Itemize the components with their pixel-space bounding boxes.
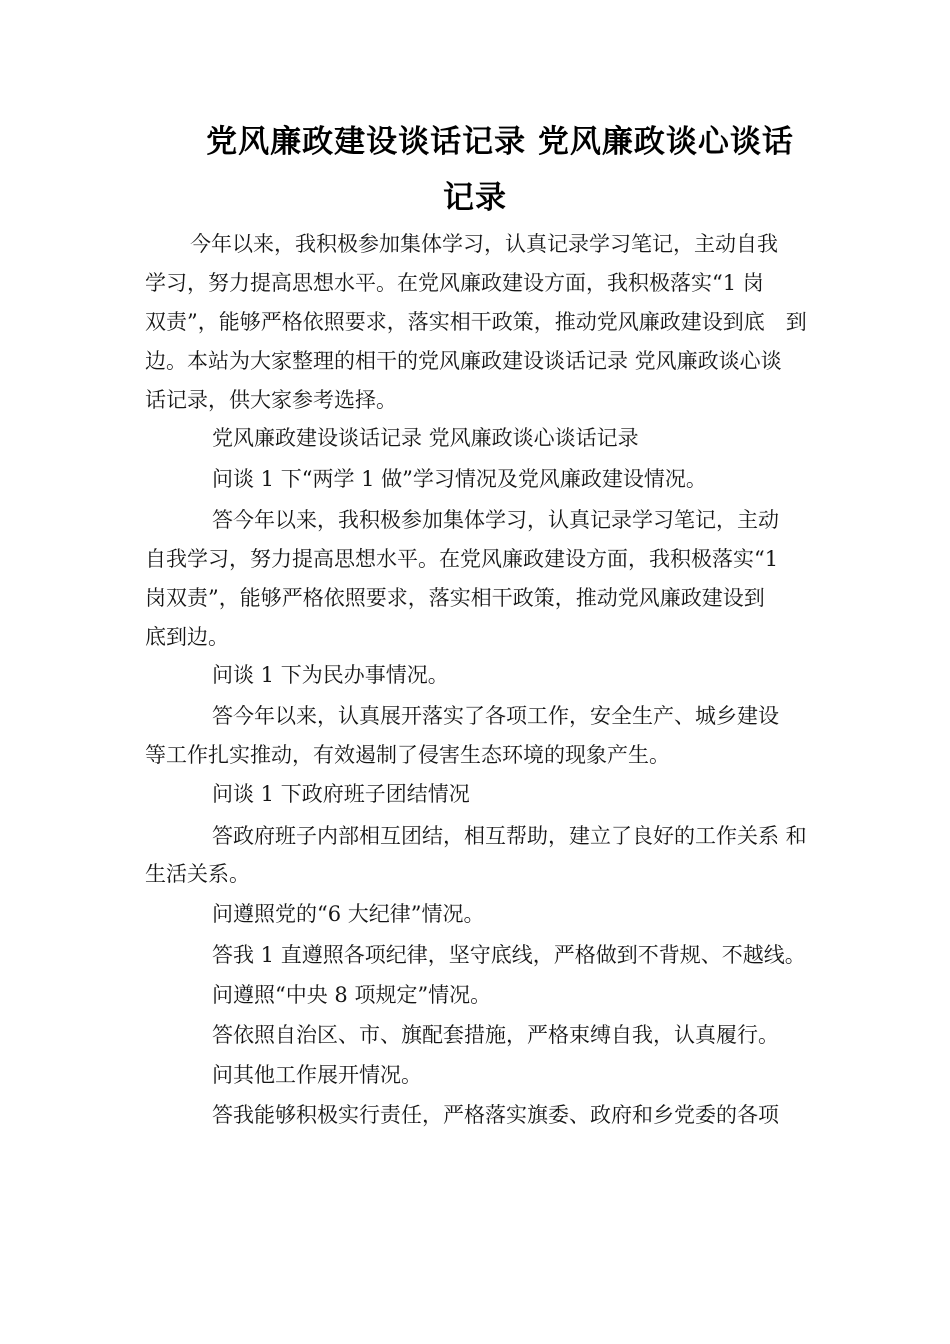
answer-line: 岗双责”，能够严格依照要求，落实相干政策，推动党风廉政建设到	[145, 586, 765, 610]
question-line: 问谈 1 下为民办事情况。	[212, 663, 449, 687]
answer-line: 答政府班子内部相互团结，相互帮助，建立了良好的工作关系 和	[212, 824, 807, 848]
paragraph-line: 今年以来，我积极参加集体学习，认真记录学习笔记，主动自我	[190, 232, 778, 256]
answer-line: 等工作扎实推动，有效遏制了侵害生态环境的现象产生。	[145, 743, 670, 767]
answer-line: 底到边。	[145, 625, 229, 649]
question-line: 问谈 1 下政府班子团结情况	[212, 782, 470, 806]
answer-line: 答依照自治区、市、旗配套措施，严格束缚自我，认真履行。	[212, 1023, 779, 1047]
answer-line: 答我能够积极实行责任，严格落实旗委、政府和乡党委的各项	[212, 1103, 779, 1127]
question-line: 问遵照党的“6 大纪律”情况。	[212, 902, 485, 926]
document-title-line-1: 党风廉政建设谈话记录 党风廉政谈心谈话	[206, 124, 794, 160]
paragraph-line: 双责”，能够严格依照要求，落实相干政策，推动党风廉政建设到底 到	[145, 310, 807, 334]
question-line: 问遵照“中央 8 项规定”情况。	[212, 983, 492, 1007]
answer-line: 自我学习，努力提高思想水平。在党风廉政建设方面，我积极落实“1	[145, 547, 779, 571]
answer-line: 生活关系。	[145, 862, 250, 886]
answer-line: 答今年以来，我积极参加集体学习，认真记录学习笔记，主动	[212, 508, 779, 532]
question-line: 问其他工作展开情况。	[212, 1063, 422, 1087]
answer-line: 答我 1 直遵照各项纪律，坚守底线，严格做到不背规、不越线。	[212, 943, 806, 967]
paragraph-line: 党风廉政建设谈话记录 党风廉政谈心谈话记录	[212, 426, 639, 450]
paragraph-line: 边。本站为大家整理的相干的党风廉政建设谈话记录 党风廉政谈心谈	[145, 349, 782, 373]
paragraph-line: 话记录，供大家参考选择。	[145, 388, 397, 412]
paragraph-line: 学习，努力提高思想水平。在党风廉政建设方面，我积极落实“1 岗	[145, 271, 764, 295]
question-line: 问谈 1 下“两学 1 做”学习情况及党风廉政建设情况。	[212, 467, 707, 491]
document-title-line-2: 记录	[443, 180, 507, 216]
answer-line: 答今年以来，认真展开落实了各项工作，安全生产、城乡建设	[212, 704, 779, 728]
